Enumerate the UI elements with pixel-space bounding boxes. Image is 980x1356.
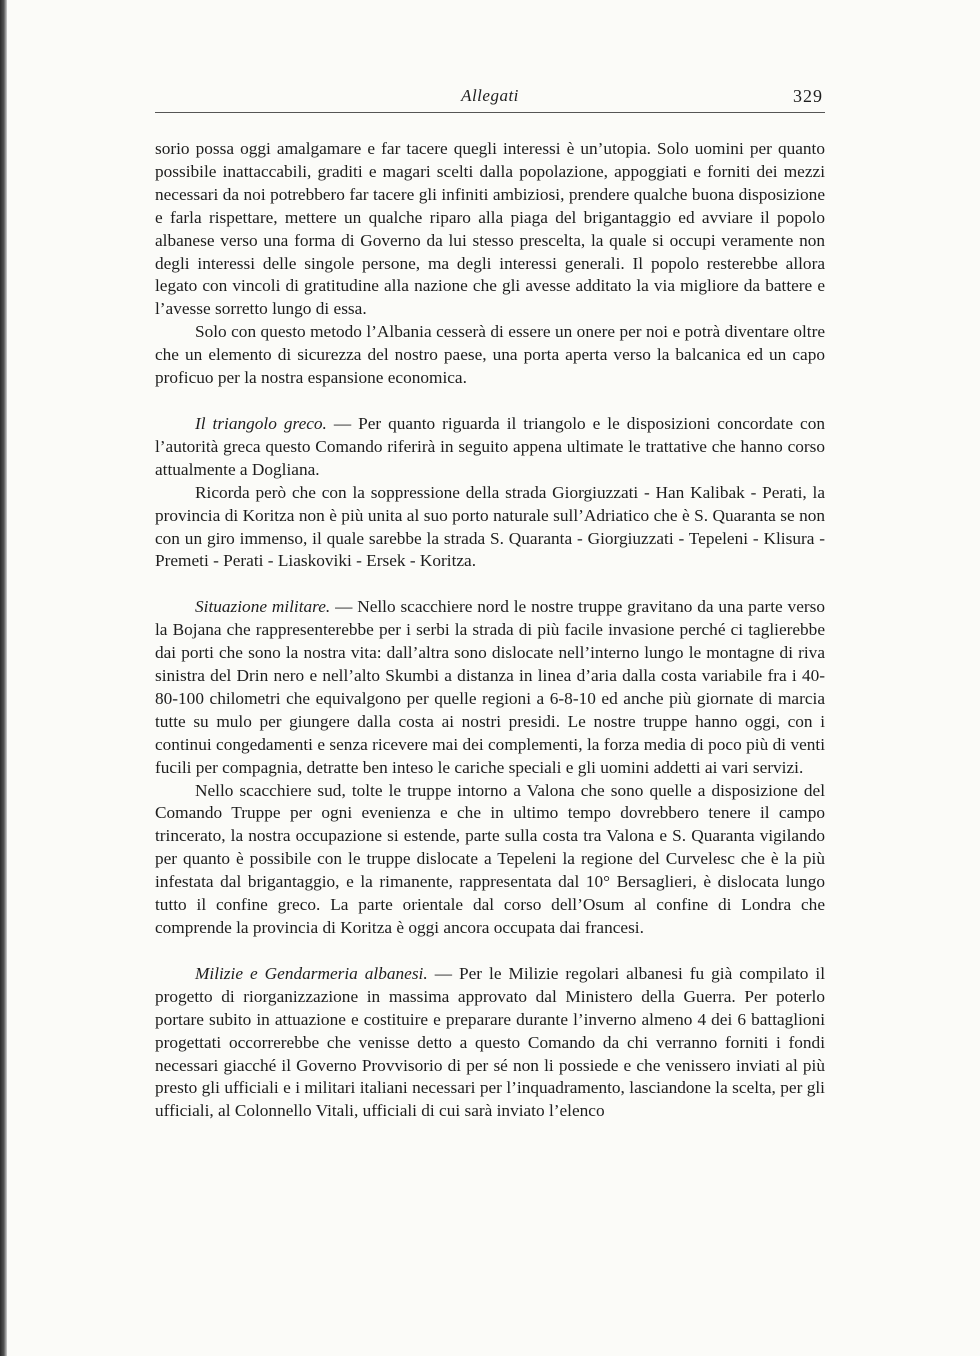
paragraph-text: Solo con questo metodo l’Albania cesserà di essere un onere per noi e potrà diventare oltre che un elemento di sicurezza del nostro paese, una porta aperta verso la balcanica ed un capo proficuo per la nostra espansione economica.	[155, 322, 825, 388]
page-number: 329	[793, 86, 823, 106]
section-heading: Il triangolo greco.	[195, 413, 327, 433]
paragraph	[155, 321, 825, 390]
section-triangolo-greco	[155, 413, 825, 482]
paragraph-text: — Per le Milizie regolari albanesi fu già compilato il progetto di riorganizzazione in massima approvato dal Ministero della Guerra. Per poterlo portare subito in attuazione e costituire e preparare durante l’inverno almeno 4 dei 6 battaglioni progettati occorrerebbe che venisse detto a questo Comando da chi verranno forniti i fondi necessari giacché il Governo Provvisorio di per sé non li possiede e che venissero inviati al più presto gli ufficiali e i militari italiani necessari per l’inquadramento, lasciandone la scelta, per gli ufficiali, al Colonnello Vitali, ufficiali di cui sarà inviato l’elenco	[155, 963, 826, 1121]
section-heading: Milizie e Gendarmeria albanesi.	[195, 963, 428, 983]
paragraph	[155, 482, 825, 574]
section-milizie-gendarmeria	[155, 963, 825, 1123]
section-heading: Situazione militare.	[195, 597, 331, 617]
scan-edge	[0, 0, 7, 1356]
paragraph-text: Nello scacchiere sud, tolte le truppe intorno a Valona che sono quelle a disposizione del Comando Truppe per ogni evenienza e che in ultimo tempo dovrebbero tenere il campo trincerato, la nostra occupazione si estende, parte sulla costa tra Valona e S. Quaranta vigilando per quanto è possibile con le truppe dislocate a Tepeleni la regione del Curvelesc che è la più infestata dal brigantaggio, e la rimanente, rappresentata dal 10° Bersaglieri, è dislocata lungo tutto il confine greco. La parte orientale dal corso dell’Osum al confine di Londra che comprende la provincia di Koritza è oggi ancora occupata dai francesi.	[155, 780, 825, 937]
paragraph-text: sorio possa oggi amalgamare e far tacere quegli interessi è un’utopia. Solo uomini per quanto possibile inattaccabili, graditi e magari scelti dalla popolazione, appoggiati e forniti dei mezzi necessari da noi potrebbero far tacere gli infiniti ambiziosi, prendere qualche buona disposizione e farla rispettare, mettere un qualche riparo alla piaga del brigantaggio ed avviare il popolo albanese verso una forma di Governo da lui stesso prescelta, la quale si occupi veramente non degli interessi delle singole persone, ma degli interessi generali. Il popolo resterebbe allora legato con vincoli di gratitudine alla nazione che gli avesse additato la via migliore da battere e l’avesse sorretto lungo di essa.	[155, 139, 825, 319]
section-situazione-militare	[155, 596, 825, 779]
page-body	[155, 138, 825, 1123]
paragraph-text: — Nello scacchiere nord le nostre truppe gravitano da una parte verso la Bojana che rappresenterebbe per i serbi la strada di più facile invasione perché ci taglierebbe dai porti che sono la nostra vita: dall’altra sono dislocate nell’interno lungo le montagne di riva sinistra del Drin nero e nell’alto Skumbi a distanza in linea d’aria dalla costa variabile fra i 40-80-100 chilometri che equivalgono per quelle regioni a 6-8-10 ed anche più giornate di marcia tutte su mulo per giungere dalla costa ai nostri presidi. Le nostre truppe hanno oggi, con i continui congedamenti e senza ricevere mai dei complementi, la forza media di poco più di venti fucili per compagnia, detratte ben inteso le cariche speciali e gli uomini addetti ai vari servizi.	[155, 597, 825, 777]
paragraph-continuation	[155, 138, 825, 321]
running-title: Allegati	[461, 86, 519, 105]
paragraph-text: — Per quanto riguarda il triangolo e le disposizioni concordate con l’autorità greca questo Comando riferirà in seguito appena ultimate le trattative che hanno corso attualmente a Dogliana.	[155, 413, 825, 479]
paragraph-text: Ricorda però che con la soppressione della strada Giorgiuzzati - Han Kalibak - Perati, la provincia di Koritza non è più unita al suo porto naturale sull’Adriatico che è S. Quaranta se non con un giro immenso, il quale sarebbe la strada S. Quaranta - Giorgiuzzati - Tepeleni - Klisura - Premeti - Perati - Liaskoviki - Ersek - Koritza.	[155, 482, 825, 571]
running-header	[155, 80, 825, 113]
paragraph	[155, 780, 825, 940]
